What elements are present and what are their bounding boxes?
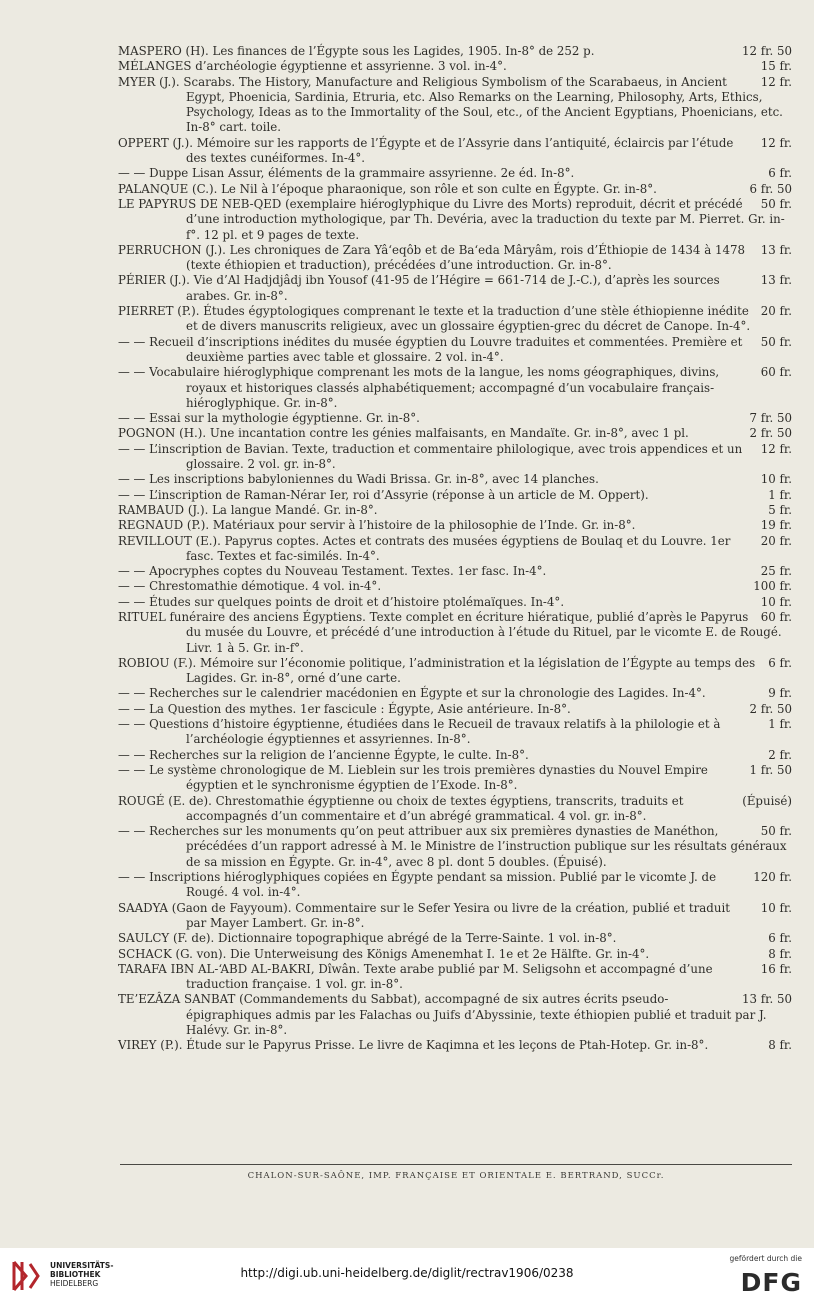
entry-text: RAMBAUD (J.). La langue Mandé. Gr. in-8°.: [118, 502, 378, 517]
sponsor-text: gefördert durch die: [729, 1254, 802, 1263]
entry-price: 120 fr.: [753, 870, 792, 885]
entry-text: — — Recherches sur la religion de l’ancienne Égypte, le culte. In-8°.: [118, 747, 529, 762]
entry-price: 13 fr.: [760, 242, 792, 257]
catalog-entry: [118, 564, 794, 579]
entry-text: PÉRIER (J.). Vie d’Al Hadjdjâdj ibn Yousof (41-95 de l’Hégire = 661-714 de J.-C.), d’après les sources arabes. Gr. in-8°.: [118, 273, 720, 303]
entry-price: 5 fr.: [768, 502, 792, 517]
entry-price: 50 fr.: [760, 824, 792, 839]
catalog-entry: [118, 365, 794, 411]
catalog-entry: [118, 243, 794, 274]
catalog-entry: [118, 717, 794, 748]
entry-text: PIERRET (P.). Études égyptologiques comprenant le texte et la traduction d’une stèle éthiopienne inédite et de divers manuscrits religieux, avec un glossaire égyptien-grec du décret de Canope. In-4°.: [118, 304, 751, 334]
catalog-entry: [118, 870, 794, 901]
entry-price: 10 fr.: [760, 594, 792, 609]
catalog-entry: [118, 702, 794, 717]
catalog-list: [118, 44, 794, 1054]
entry-text: ROBIOU (F.). Mémoire sur l’économie politique, l’administration et la législation de l’Égypte au temps des Lagides. Gr. in-8°, orné d’une carte.: [118, 655, 756, 686]
catalog-entry: [118, 947, 794, 962]
dfg-logo: DFG: [740, 1268, 802, 1297]
entry-text: — — La Question des mythes. 1er fascicule : Égypte, Asie antérieure. In-8°.: [118, 701, 571, 716]
entry-text: OPPERT (J.). Mémoire sur les rapports de l’Égypte et de l’Assyrie dans l’antiquité, éclaircis par l’étude des textes cunéiformes. In-4°.: [118, 135, 734, 166]
catalog-entry: [118, 442, 794, 473]
entry-price: 20 fr.: [760, 304, 792, 319]
catalog-entry: [118, 44, 794, 59]
entry-price: 12 fr. 50: [742, 44, 792, 58]
catalog-entry: [118, 534, 794, 565]
entry-price: 12 fr.: [760, 441, 792, 456]
entry-price: 60 fr.: [760, 609, 792, 624]
entry-text: — — Inscriptions hiéroglyphiques copiées en Égypte pendant sa mission. Publié par le vicomte J. de Rougé. 4 vol. in-4°.: [118, 870, 717, 900]
catalog-entry: [118, 59, 794, 74]
entry-price: 1 fr.: [768, 717, 792, 732]
entry-text: — — Recherches sur les monuments qu’on peut attribuer aux six premières dynasties de Manéthon, précédées d’un rapport adressé à M. le Ministre de l’instruction publique sur les résultats généraux de sa mission en Égypte. Gr. in-4°, avec 8 pl. dont 5 doubles. (Épuisé).: [118, 824, 787, 869]
permalink-url[interactable]: http://digi.ub.uni-heidelberg.de/diglit/rectrav1906/0238: [240, 1266, 574, 1280]
entry-text: MASPERO (H). Les finances de l’Égypte sous les Lagides, 1905. In-8° de 252 p.: [118, 44, 595, 58]
entry-price: 19 fr.: [760, 518, 792, 533]
entry-text: — — Vocabulaire hiéroglyphique comprenant les mots de la langue, les noms géographiques, divins, royaux et historiques classés alphabétiquement; accompagné d’un vocabulaire français-hiéroglyphique. Gr. in-8°.: [118, 365, 720, 410]
footer-rule: [120, 1164, 792, 1165]
catalog-entry: [118, 595, 794, 610]
entry-text: MYER (J.). Scarabs. The History, Manufacture and Religious Symbolism of the Scarabaeus, in Ancient Egypt, Phoenicia, Sardinia, Etruria, etc. Also Remarks on the Learning, Philosophy, Arts, Ethics, Psychology, Ideas as to the Immortality of the Soul, etc., of the Ancient Egyptians, Phoenicians, etc. In-8° cart. toile.: [118, 74, 783, 135]
entry-text: — — L’inscription de Raman-Nérar Ier, roi d’Assyrie (réponse à un article de M. Oppert).: [118, 487, 649, 502]
entry-price: 16 fr.: [760, 961, 792, 976]
entry-price: 2 fr. 50: [749, 701, 792, 716]
catalog-entry: [118, 748, 794, 763]
entry-text: — — Les inscriptions babyloniennes du Wadi Brissa. Gr. in-8°, avec 14 planches.: [118, 472, 599, 487]
entry-text: — — Apocryphes coptes du Nouveau Testament. Textes. 1er fasc. In-4°.: [118, 564, 547, 579]
entry-price: 9 fr.: [768, 686, 792, 701]
entry-text: ROUGÉ (E. de). Chrestomathie égyptienne ou choix de textes égyptiens, transcrits, traduits et accompagnés d’un commentaire et d’un abrégé grammatical. 4 vol. gr. in-8°.: [118, 793, 684, 823]
catalog-entry: [118, 962, 794, 993]
catalog-entry: [118, 273, 794, 304]
catalog-entry: [118, 686, 794, 701]
catalog-entry: [118, 656, 794, 687]
catalog-entry: [118, 518, 794, 533]
entry-text: PALANQUE (C.). Le Nil à l’époque pharaonique, son rôle et son culte en Égypte. Gr. in-8°.: [118, 181, 657, 196]
entry-price: 13 fr. 50: [742, 992, 792, 1007]
entry-text: — — Duppe Lisan Assur, éléments de la grammaire assyrienne. 2e éd. In-8°.: [118, 166, 575, 181]
catalog-entry: [118, 488, 794, 503]
entry-price: 10 fr.: [760, 472, 792, 487]
library-name-line-1: UNIVERSITÄTS-: [50, 1261, 114, 1270]
entry-price: 13 fr.: [760, 273, 792, 288]
catalog-entry: [118, 794, 794, 825]
catalog-entry: [118, 411, 794, 426]
entry-price: 1 fr. 50: [749, 762, 792, 777]
entry-price: 15 fr.: [760, 59, 792, 74]
entry-text: — — L’inscription de Bavian. Texte, traduction et commentaire philologique, avec trois appendices et un glossaire. 2 vol. gr. in-8°.: [118, 441, 743, 472]
printer-imprint: CHALON-SUR-SAÔNE, IMP. FRANÇAISE ET ORIENTALE E. BERTRAND, SUCCr.: [247, 1171, 665, 1181]
entry-text: — — Chrestomathie démotique. 4 vol. in-4°.: [118, 579, 382, 594]
catalog-entry: [118, 931, 794, 946]
entry-text: — — Études sur quelques points de droit et d’histoire ptolémaïques. In-4°.: [118, 594, 565, 609]
entry-price: 6 fr. 50: [749, 181, 792, 196]
catalog-entry: [118, 901, 794, 932]
catalog-entry: [118, 1038, 794, 1053]
catalog-entry: [118, 166, 794, 181]
entry-text: SCHACK (G. von). Die Unterweisung des Königs Amenemhat I. 1e et 2e Hälfte. Gr. in-4°.: [118, 946, 650, 961]
entry-price: 6 fr.: [768, 931, 792, 946]
catalog-entry: [118, 503, 794, 518]
entry-price: 1 fr.: [768, 487, 792, 502]
catalog-entry: [118, 472, 794, 487]
entry-price: 25 fr.: [760, 564, 792, 579]
library-name-line-3: HEIDELBERG: [50, 1279, 99, 1288]
entry-price: (Épuisé): [742, 793, 792, 808]
entry-text: — — Recherches sur le calendrier macédonien en Égypte et sur la chronologie des Lagides. In-4°.: [118, 686, 706, 701]
entry-text: SAULCY (F. de). Dictionnaire topographique abrégé de la Terre-Sainte. 1 vol. in-8°.: [118, 931, 617, 946]
catalog-entry: [118, 197, 794, 243]
catalog-entry: [118, 992, 794, 1038]
entry-text: LE PAPYRUS DE NEB-QED (exemplaire hiéroglyphique du Livre des Morts) reproduit, décrit et précédé d’une introduction mythologique, par Th. Devéria, avec la traduction du texte par M. Pierret. Gr. in-f°. 12 pl. et 9 pages de texte.: [118, 196, 785, 242]
entry-text: VIREY (P.). Étude sur le Papyrus Prisse. Le livre de Kaqimna et les leçons de Ptah-Hotep. Gr. in-8°.: [118, 1038, 709, 1053]
catalog-entry: [118, 304, 794, 335]
catalog-entry: [118, 763, 794, 794]
entry-price: 2 fr. 50: [749, 426, 792, 441]
entry-price: 50 fr.: [760, 196, 792, 211]
entry-price: 12 fr.: [760, 74, 792, 89]
entry-text: — — Essai sur la mythologie égyptienne. Gr. in-8°.: [118, 411, 420, 426]
entry-price: 7 fr. 50: [749, 411, 792, 426]
entry-text: PERRUCHON (J.). Les chroniques de Zara Yâ‘eqôb et de Ba‘eda Mâryâm, rois d’Éthiopie de 1434 à 1478 (texte éthiopien et traduction), précédées d’une introduction. Gr. in-8°.: [118, 242, 745, 273]
entry-text: — — Questions d’histoire égyptienne, étudiées dans le Recueil de travaux relatifs à la philologie et à l’archéologie égyptiennes et assyriennes. In-8°.: [118, 717, 721, 747]
entry-price: 8 fr.: [768, 1038, 792, 1053]
entry-price: 8 fr.: [768, 946, 792, 961]
entry-text: POGNON (H.). Une incantation contre les génies malfaisants, en Mandaïte. Gr. in-8°, avec 1 pl.: [118, 426, 689, 441]
entry-price: 6 fr.: [768, 166, 792, 181]
entry-text: — — Le système chronologique de M. Lieblein sur les trois premières dynasties du Nouvel Empire égyptien et le synchronisme égyptien de l’Exode. In-8°.: [118, 762, 708, 793]
entry-price: 100 fr.: [753, 579, 792, 594]
entry-price: 10 fr.: [760, 900, 792, 915]
catalog-entry: [118, 824, 794, 870]
entry-text: RITUEL funéraire des anciens Égyptiens. Texte complet en écriture hiératique, publié d’après le Papyrus du musée du Louvre, et précédé d’une introduction à l’étude du Rituel, par le vicomte E. de Rougé. Livr. 1 à 5. Gr. in-f°.: [118, 609, 782, 655]
library-name-line-2: BIBLIOTHEK: [50, 1270, 101, 1279]
entry-text: MÉLANGES d’archéologie égyptienne et assyrienne. 3 vol. in-4°.: [118, 59, 507, 74]
viewer-footer: [0, 1248, 814, 1303]
entry-text: TE’EZÂZA SANBAT (Commandements du Sabbat), accompagné de six autres écrits pseudo-épigraphiques admis par les Falachas ou Juifs d’Abyssinie, texte éthiopien publié et traduit par J. Halévy. Gr. in-8°.: [118, 992, 767, 1037]
entry-price: 12 fr.: [760, 135, 792, 150]
catalog-entry: [118, 610, 794, 656]
entry-price: 2 fr.: [768, 747, 792, 762]
catalog-entry: [118, 182, 794, 197]
catalog-entry: [118, 579, 794, 594]
entry-text: REVILLOUT (E.). Papyrus coptes. Actes et contrats des musées égyptiens de Boulaq et du Louvre. 1er fasc. Textes et fac-similés. In-4°.: [118, 533, 731, 563]
entry-price: 50 fr.: [760, 334, 792, 349]
catalog-entry: [118, 75, 794, 136]
entry-text: — — Recueil d’inscriptions inédites du musée égyptien du Louvre traduites et commentées. Première et deuxième parties avec table et glossaire. 2 vol. in-4°.: [118, 334, 743, 364]
entry-price: 20 fr.: [760, 533, 792, 548]
catalog-entry: [118, 136, 794, 167]
catalog-entry: [118, 335, 794, 366]
entry-text: SAADYA (Gaon de Fayyoum). Commentaire sur le Sefer Yesira ou livre de la création, publié et traduit par Mayer Lambert. Gr. in-8°.: [118, 900, 730, 930]
entry-price: 6 fr.: [768, 655, 792, 670]
entry-text: REGNAUD (P.). Matériaux pour servir à l’histoire de la philosophie de l’Inde. Gr. in-8°.: [118, 518, 636, 533]
entry-text: TARAFA IBN AL-‘ABD AL-BAKRI, Dîwân. Texte arabe publié par M. Seligsohn et accompagné d’une traduction française. 1 vol. gr. in-8°.: [118, 961, 713, 992]
catalog-entry: [118, 426, 794, 441]
entry-price: 60 fr.: [760, 365, 792, 380]
